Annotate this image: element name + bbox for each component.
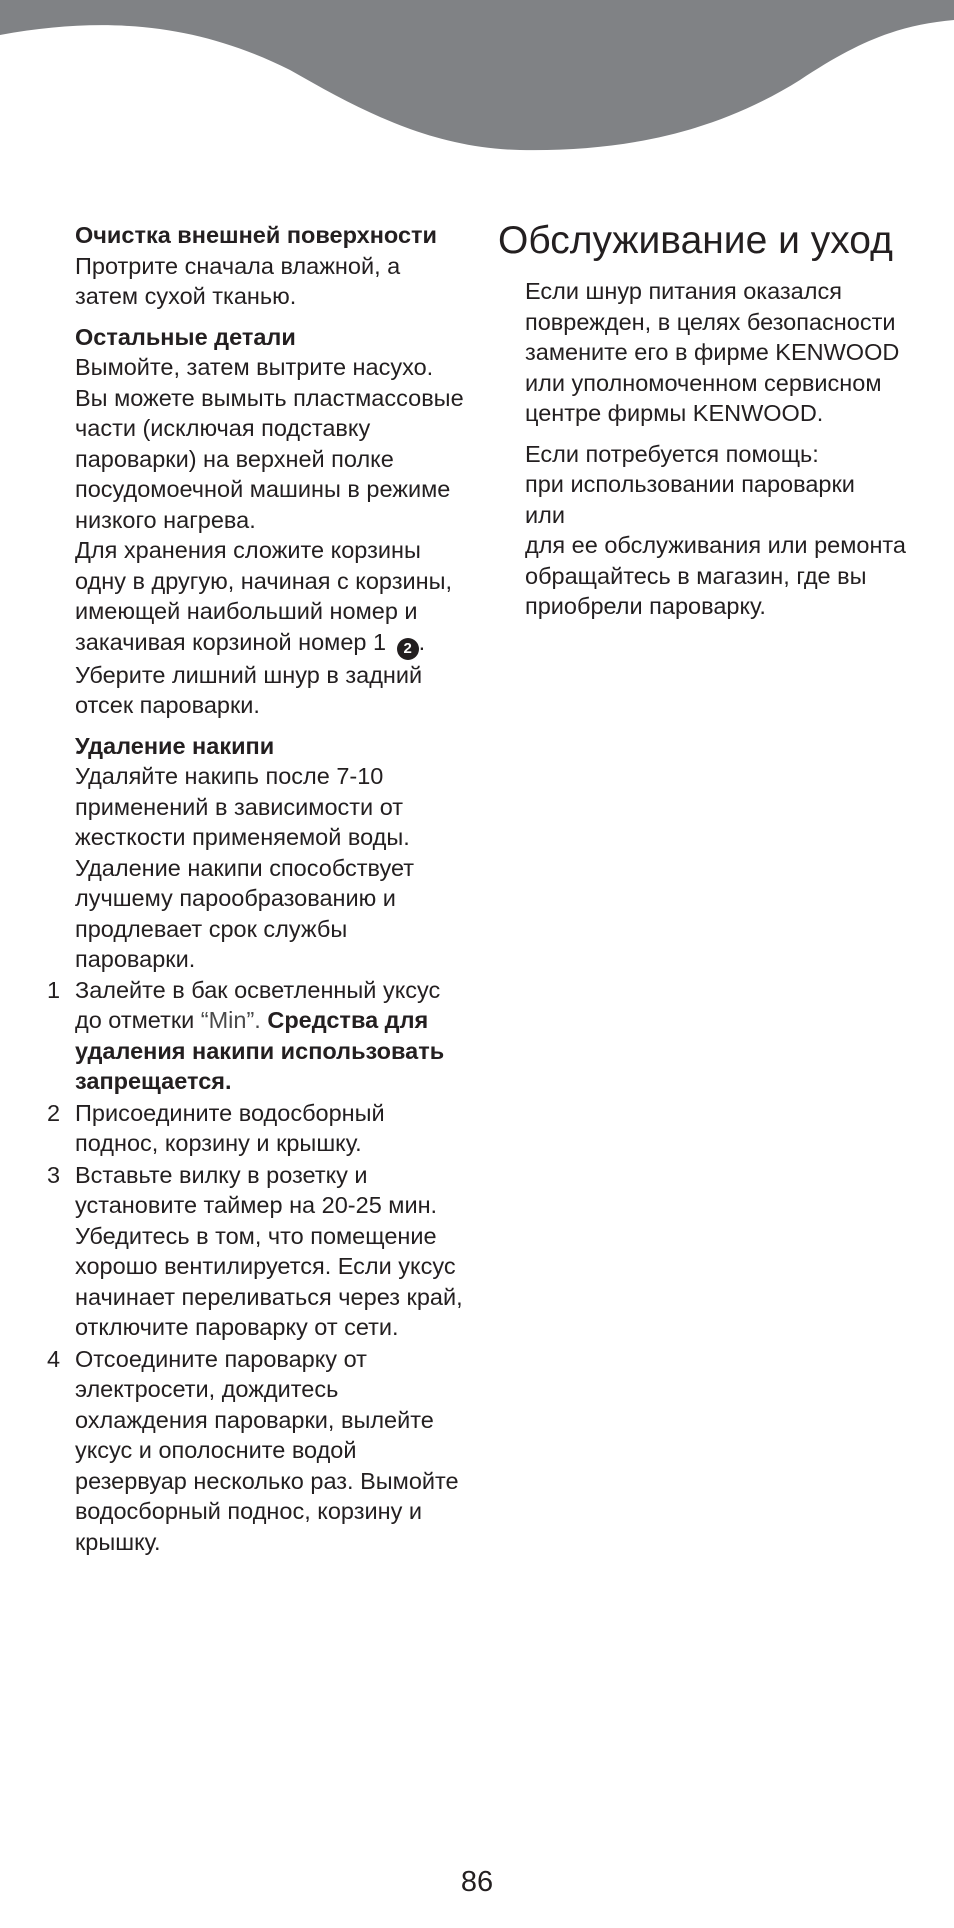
step-number: 3 [47,1161,61,1188]
descaling-steps [47,975,465,1558]
page-title: Обслуживание и уход [498,219,893,262]
descaling-p1: Удаляйте накипь после 7-10 применений в зависимости от жесткости применяемой воды. [75,763,410,850]
storage-text: Для хранения сложите корзины одну в другую, начиная с корзины, имеющей наибольший номер и закачивая корзиной номер 1 [75,537,453,655]
help-line-4: для ее обслуживания или ремонта [525,532,906,558]
step-number: 1 [47,976,61,1003]
min-mark: “Min”. [200,1007,261,1033]
other-parts-p3 [75,535,465,660]
step-text: Присоедините водосборный поднос, корзину и крышку. [75,1099,385,1156]
step-item [47,975,465,1097]
left-column [47,220,465,1558]
step-text: Вставьте вилку в розетку и установите таймер на 20-25 мин. Убедитесь в том, что помещение хорошо вентилируется. Если уксус начинает переливаться через край, отключите пароварку от сети. [75,1161,463,1340]
section-heading-descaling: Удаление накипи [75,732,275,759]
step-number: 2 [47,1099,61,1126]
header-wave-shape [0,0,954,160]
other-parts-p1: Вымойте, затем вытрите насухо. [75,354,434,380]
help-line-5: обращайтесь в магазин, где вы приобрели пароварку. [525,562,867,619]
step-item [47,1160,465,1343]
step-item [47,1344,465,1558]
header-band [0,0,954,160]
service-p1: Если шнур питания оказался поврежден, в целях безопасности замените его в фирме KENWOOD или уполномоченном сервисном центре фирмы KENWOOD. [525,278,900,426]
help-line-2: при использовании пароварки [525,471,855,497]
step-item [47,1098,465,1159]
figure-number-badge: 2 [397,638,419,660]
section-heading-other-parts: Остальные детали [75,323,296,350]
help-line-3: или [525,501,565,528]
storage-text-end: . [418,628,426,655]
other-parts-p2: Вы можете вымыть пластмассовые части (исключая подставку пароварки) на верхней полке посудомоечной машины в режиме низкого нагрева. [75,384,464,533]
step-warning: Средства для удаления накипи использовать запрещается. [75,1007,445,1094]
right-column [498,218,928,622]
step-number: 4 [47,1345,61,1372]
exterior-text: Протрите сначала влажной, а затем сухой тканью. [75,252,401,309]
page-number: 86 [460,1866,494,1898]
descaling-p2: Удаление накипи способствует лучшему парообразованию и продлевает срок службы пароварки. [75,854,415,972]
step-text: Залейте в бак осветленный уксус до отметки [75,976,441,1033]
help-line-1: Если потребуется помощь: [525,440,819,467]
step-text: Отсоедините пароварку от электросети, дождитесь охлаждения пароварки, вылейте уксус и ополосните водой резервуар несколько раз. Вымойте водосборный поднос, корзину и крышку. [75,1345,459,1555]
service-block [498,276,928,622]
other-parts-p4: Уберите лишний шнур в задний отсек пароварки. [75,661,423,718]
section-heading-exterior: Очистка внешней поверхности [75,222,437,248]
